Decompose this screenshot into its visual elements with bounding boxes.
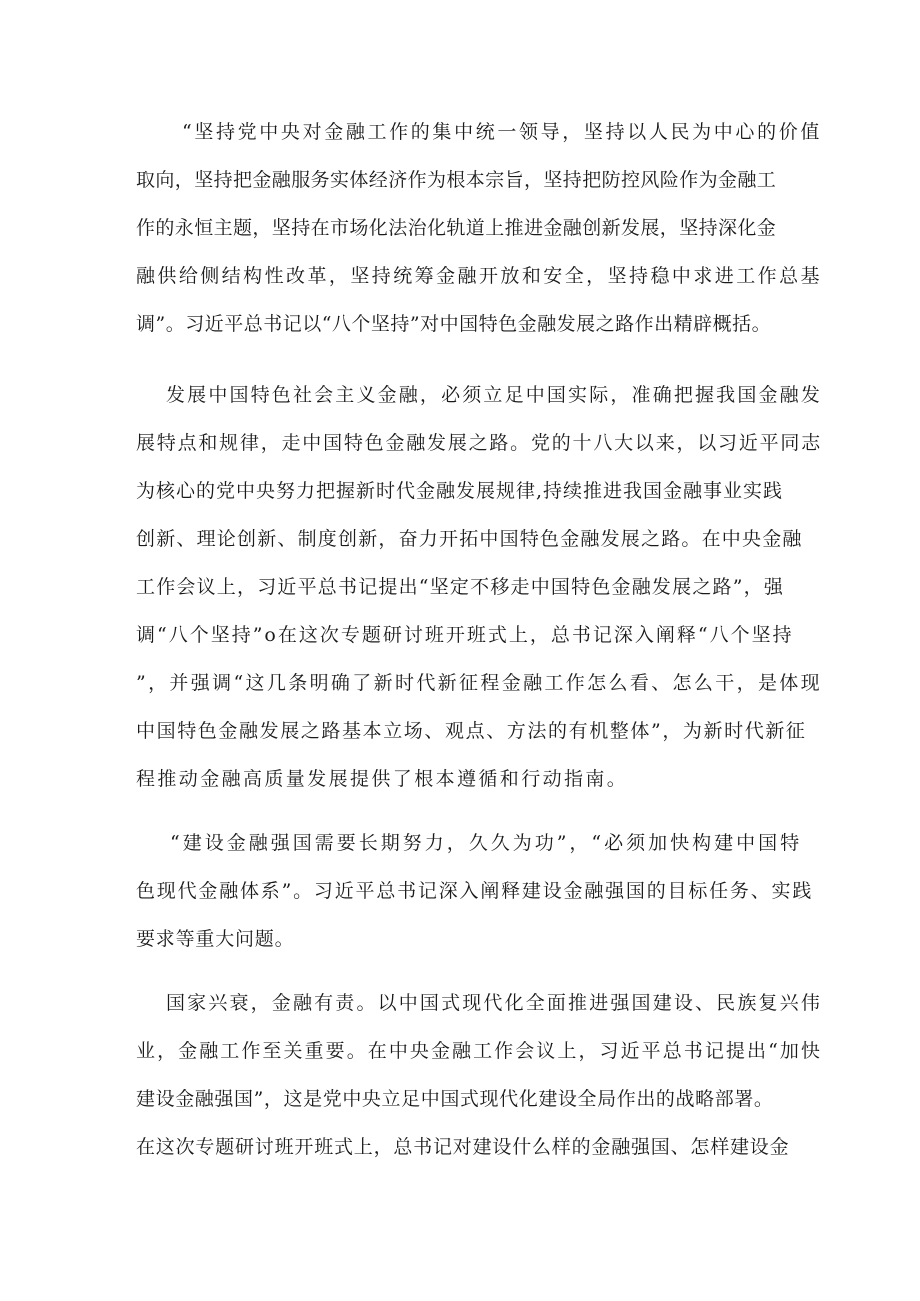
text-line: 为核心的党中央努力把握新时代金融发展规律,持续推进我国金融事业实践	[136, 480, 784, 502]
text-line: 在这次专题研讨班开班式上，总书记对建设什么样的金融强国、怎样建设金	[136, 1136, 790, 1158]
text-line: 发展中国特色社会主义金融，必须立足中国实际，准确把握我国金融发	[166, 384, 822, 406]
text-line: 中国特色金融发展之路基本立场、观点、方法的有机整体”，为新时代新征	[136, 720, 807, 742]
text-line: “坚持党中央对金融工作的集中统一领导，坚持以人民为中心的价值	[182, 121, 822, 143]
text-line: 建设金融强国”，这是党中央立足中国式现代化建设全局作出的战略部署。	[136, 1088, 774, 1110]
text-line: 取向，坚持把金融服务实体经济作为根本宗旨，坚持把防控风险作为金融工	[136, 169, 777, 191]
text-line: 调”。习近平总书记以“八个坚持”对中国特色金融发展之路作出精辟概括。	[136, 313, 772, 335]
text-line: 调“八个坚持”o在这次专题研讨班开班式上，总书记深入阐释“八个坚持	[136, 624, 794, 646]
text-line: 程推动金融高质量发展提供了根本遵循和行动指南。	[136, 768, 629, 790]
text-line: 色现代金融体系”。习近平总书记深入阐释建设金融强国的目标任务、实践	[136, 880, 814, 902]
text-line: 要求等重大问题。	[136, 928, 295, 950]
text-line: “建设金融强国需要长期努力，久久为功”，“必须加快构建中国特	[170, 832, 803, 854]
text-line: ”，并强调“这几条明确了新时代新征程金融工作怎么看、怎么干，是体现	[136, 672, 822, 694]
text-line: 创新、理论创新、制度创新，奋力开拓中国特色金融发展之路。在中央金融	[136, 528, 803, 550]
text-line: 展特点和规律，走中国特色金融发展之路。党的十八大以来，以习近平同志	[136, 432, 822, 454]
text-line: 作的永恒主题，坚持在市场化法治化轨道上推进金融创新发展，坚持深化金	[136, 217, 777, 239]
text-line: 工作会议上，习近平总书记提出“坚定不移走中国特色金融发展之路”，强	[136, 576, 785, 598]
text-line: 融供给侧结构性改革，坚持统筹金融开放和安全，坚持稳中求进工作总基	[136, 265, 822, 287]
text-line: 国家兴衰，金融有责。以中国式现代化全面推进强国建设、民族复兴伟	[166, 992, 822, 1014]
text-line: 业，金融工作至关重要。在中央金融工作会议上，习近平总书记提出“加快	[136, 1040, 822, 1062]
